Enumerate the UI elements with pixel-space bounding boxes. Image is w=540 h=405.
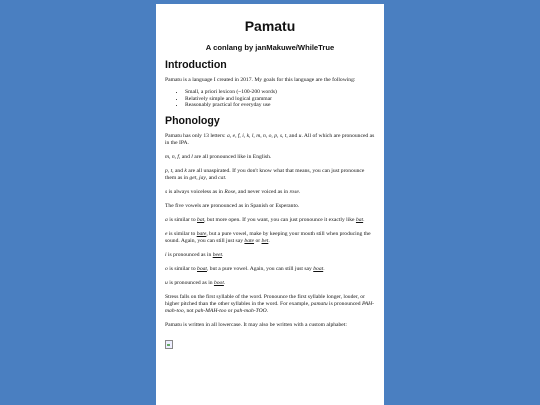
document-page [156, 4, 384, 405]
letters-paragraph: Pamatu has only 13 letters: a, e, f, i, k, l, m, n, o, p, s, t, and u. All of which are pronounced as in the IPA. [165, 132, 375, 146]
list-item: • Reasonably practical for everyday use [185, 102, 375, 109]
vowel-o-paragraph: o is similar to boat, but a pure vowel. Again, you can still just say boat. [165, 265, 325, 272]
page-subtitle: A conlang by janMakuwe/WhileTrue [205, 43, 335, 52]
vowel-i-paragraph: i is pronounced as in beet. [165, 251, 224, 258]
vowel-e-paragraph: e is similar to bate, but a pure vowel, make by keeping your mouth still when producing the sound. Again, you can still just say bate or bet. [165, 230, 371, 244]
list-item: • Relatively simple and logical grammar [185, 96, 375, 103]
stress-paragraph: Stress falls on the first syllable of the word. Pronounce the first syllable longer, louder, or higher pitched than the other syllables in the word. For example, pamatu is pronounced PAH-mah-too, not pah-MAH-too or pah-mah-TOO. [165, 293, 375, 314]
phonology-heading: Phonology [165, 114, 220, 127]
vowel-a-paragraph: a is similar to bat, but more open. If you want, you can just pronounce it exactly like bat. [165, 216, 365, 223]
intro-heading: Introduction [165, 59, 227, 71]
broken-image-icon [165, 340, 173, 349]
vowels-paragraph: The five vowels are pronounced as in Spanish or Esperanto. [165, 202, 300, 209]
nasals-paragraph: m, n, f, and l are all pronounced like in English. [165, 153, 272, 160]
intro-text: Pamatu is a language I created in 2017. My goals for this language are the following: [165, 77, 356, 83]
alphabet-paragraph: Pamatu is written in all lowercase. It may also be written with a custom alphabet: [165, 321, 347, 328]
s-paragraph: s is always voiceless as in Rose, and never voiced as in rose. [165, 188, 301, 195]
list-item: • Small, a priori lexicon (~100-200 words) [185, 89, 375, 96]
page-title: Pamatu [244, 18, 296, 34]
stops-paragraph: p, t, and k are all unaspirated. If you don't know what that means, you can just pronounce them as in get, jay, and cat. [165, 167, 365, 181]
goals-list [165, 89, 375, 109]
vowel-u-paragraph: u is pronounced as in boot. [165, 279, 226, 286]
